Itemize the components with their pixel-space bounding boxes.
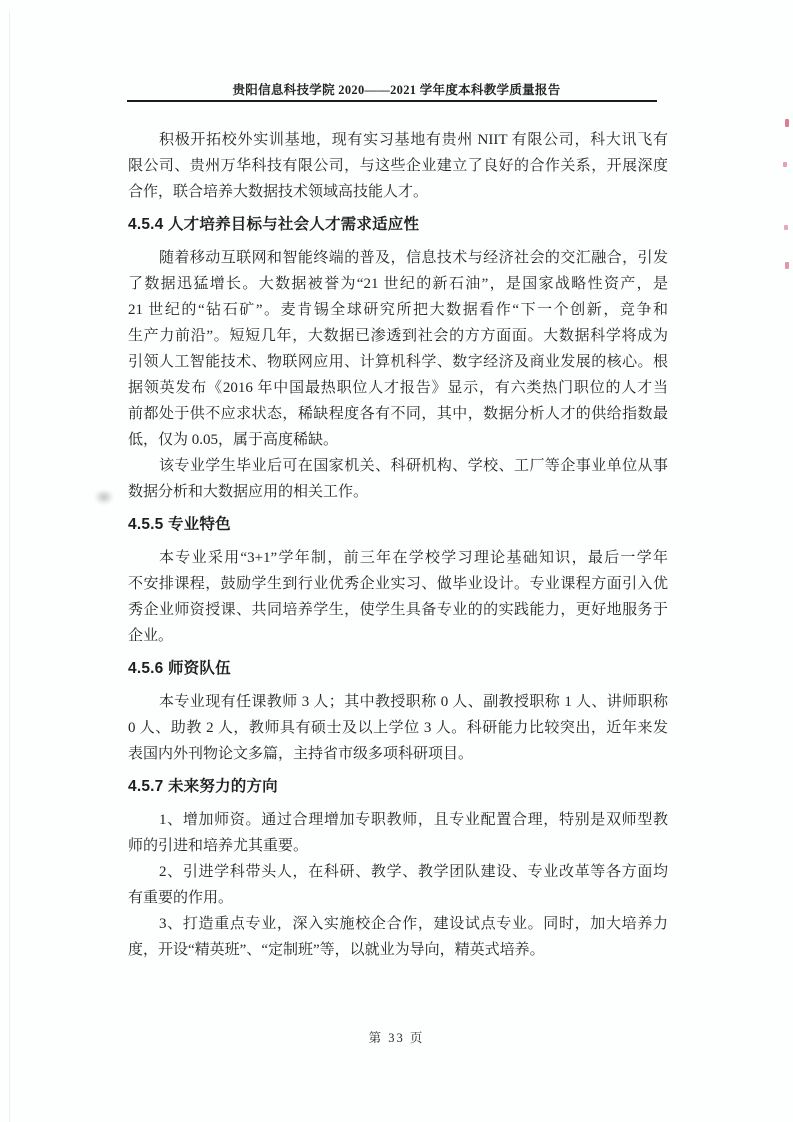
section-heading: 4.5.6 师资队伍 [128, 660, 231, 677]
text-line: 21 世纪的“钻石矿”。麦肯锡全球研究所把大数据看作“下一个创新，竞争和 [128, 302, 668, 318]
paragraph [128, 245, 668, 453]
page-edge-shadow [9, 12, 10, 1122]
text-line: 2、引进学科带头人，在科研、教学、教学团队建设、专业改革等各方面均 [159, 864, 668, 880]
text-line: 引领人工智能技术、物联网应用、计算机科学、数字经济及商业发展的核心。根 [128, 354, 668, 370]
text-line: 合作，联合培养大数据技术领域高技能人才。 [128, 184, 429, 200]
text-line: 数据分析和大数据应用的相关工作。 [128, 484, 369, 500]
text-line: 3、打造重点专业，深入实施校企合作，建设试点专业。同时，加大培养力 [159, 916, 668, 932]
header-rule [127, 100, 657, 102]
paragraph [128, 689, 668, 767]
text-line: 前都处于供不应求状态，稀缺程度各有不同，其中，数据分析人才的供给指数最 [128, 406, 668, 422]
text-line: 1、增加师资。通过合理增加专职教师，且专业配置合理，特别是双师型教 [159, 812, 668, 828]
section-heading: 4.5.4 人才培养目标与社会人才需求适应性 [128, 216, 420, 233]
text-line: 据领英发布《2016 年中国最热职位人才报告》显示，有六类热门职位的人才当 [128, 380, 668, 396]
section-heading: 4.5.5 专业特色 [128, 516, 231, 533]
section-heading: 4.5.7 未来努力的方向 [128, 778, 278, 795]
page-footer [0, 1028, 793, 1046]
scan-smudge [94, 489, 114, 505]
text-line: 企业。 [128, 628, 174, 644]
paragraph [128, 807, 668, 859]
scan-speck [784, 225, 788, 230]
paragraph [128, 545, 668, 649]
text-line: 低，仅为 0.05，属于高度稀缺。 [128, 432, 339, 448]
paragraph [128, 127, 668, 205]
text-line: 不安排课程，鼓励学生到行业优秀企业实习、做毕业设计。专业课程方面引入优 [128, 576, 668, 592]
text-line: 有重要的作用。 [128, 890, 234, 906]
text-line: 本专业现有任课教师 3 人；其中教授职称 0 人、副教授职称 1 人、讲师职称 [159, 694, 668, 710]
text-line: 该专业学生毕业后可在国家机关、科研机构、学校、工厂等企事业单位从事 [159, 458, 668, 474]
paragraph [128, 453, 668, 505]
text-line: 生产力前沿”。短短几年，大数据已渗透到社会的方方面面。大数据科学将成为 [128, 328, 668, 344]
text-line: 限公司、贵州万华科技有限公司，与这些企业建立了良好的合作关系，开展深度 [128, 158, 668, 174]
paragraph [128, 859, 668, 911]
text-line: 了数据迅猛增长。大数据被誉为“21 世纪的新石油”，是国家战略性资产，是 [128, 276, 668, 292]
text-line: 表国内外刊物论文多篇，主持省市级多项科研项目。 [128, 746, 474, 762]
scan-speck [785, 119, 789, 127]
text-line: 随着移动互联网和智能终端的普及，信息技术与经济社会的交汇融合，引发 [159, 250, 668, 266]
text-line: 本专业采用“3+1”学年制，前三年在学校学习理论基础知识，最后一学年 [159, 550, 668, 566]
document-body [128, 127, 668, 963]
text-line: 0 人、助教 2 人，教师具有硕士及以上学位 3 人。科研能力比较突出，近年来发 [128, 720, 668, 736]
text-line: 度，开设“精英班”、“定制班”等，以就业为导向，精英式培养。 [128, 942, 545, 958]
scan-speck [785, 262, 789, 269]
paragraph [128, 911, 668, 963]
text-line: 秀企业师资授课、共同培养学生，使学生具备专业的的实践能力，更好地服务于 [128, 602, 668, 618]
text-line: 积极开拓校外实训基地，现有实习基地有贵州 NIIT 有限公司，科大讯飞有 [159, 132, 668, 148]
scan-speck [783, 162, 787, 167]
running-header-title: 贵阳信息科技学院 2020——2021 学年度本科教学质量报告 [232, 83, 561, 97]
page-number: 第 33 页 [368, 1031, 425, 1045]
text-line: 师的引进和培养尤其重要。 [128, 838, 309, 854]
